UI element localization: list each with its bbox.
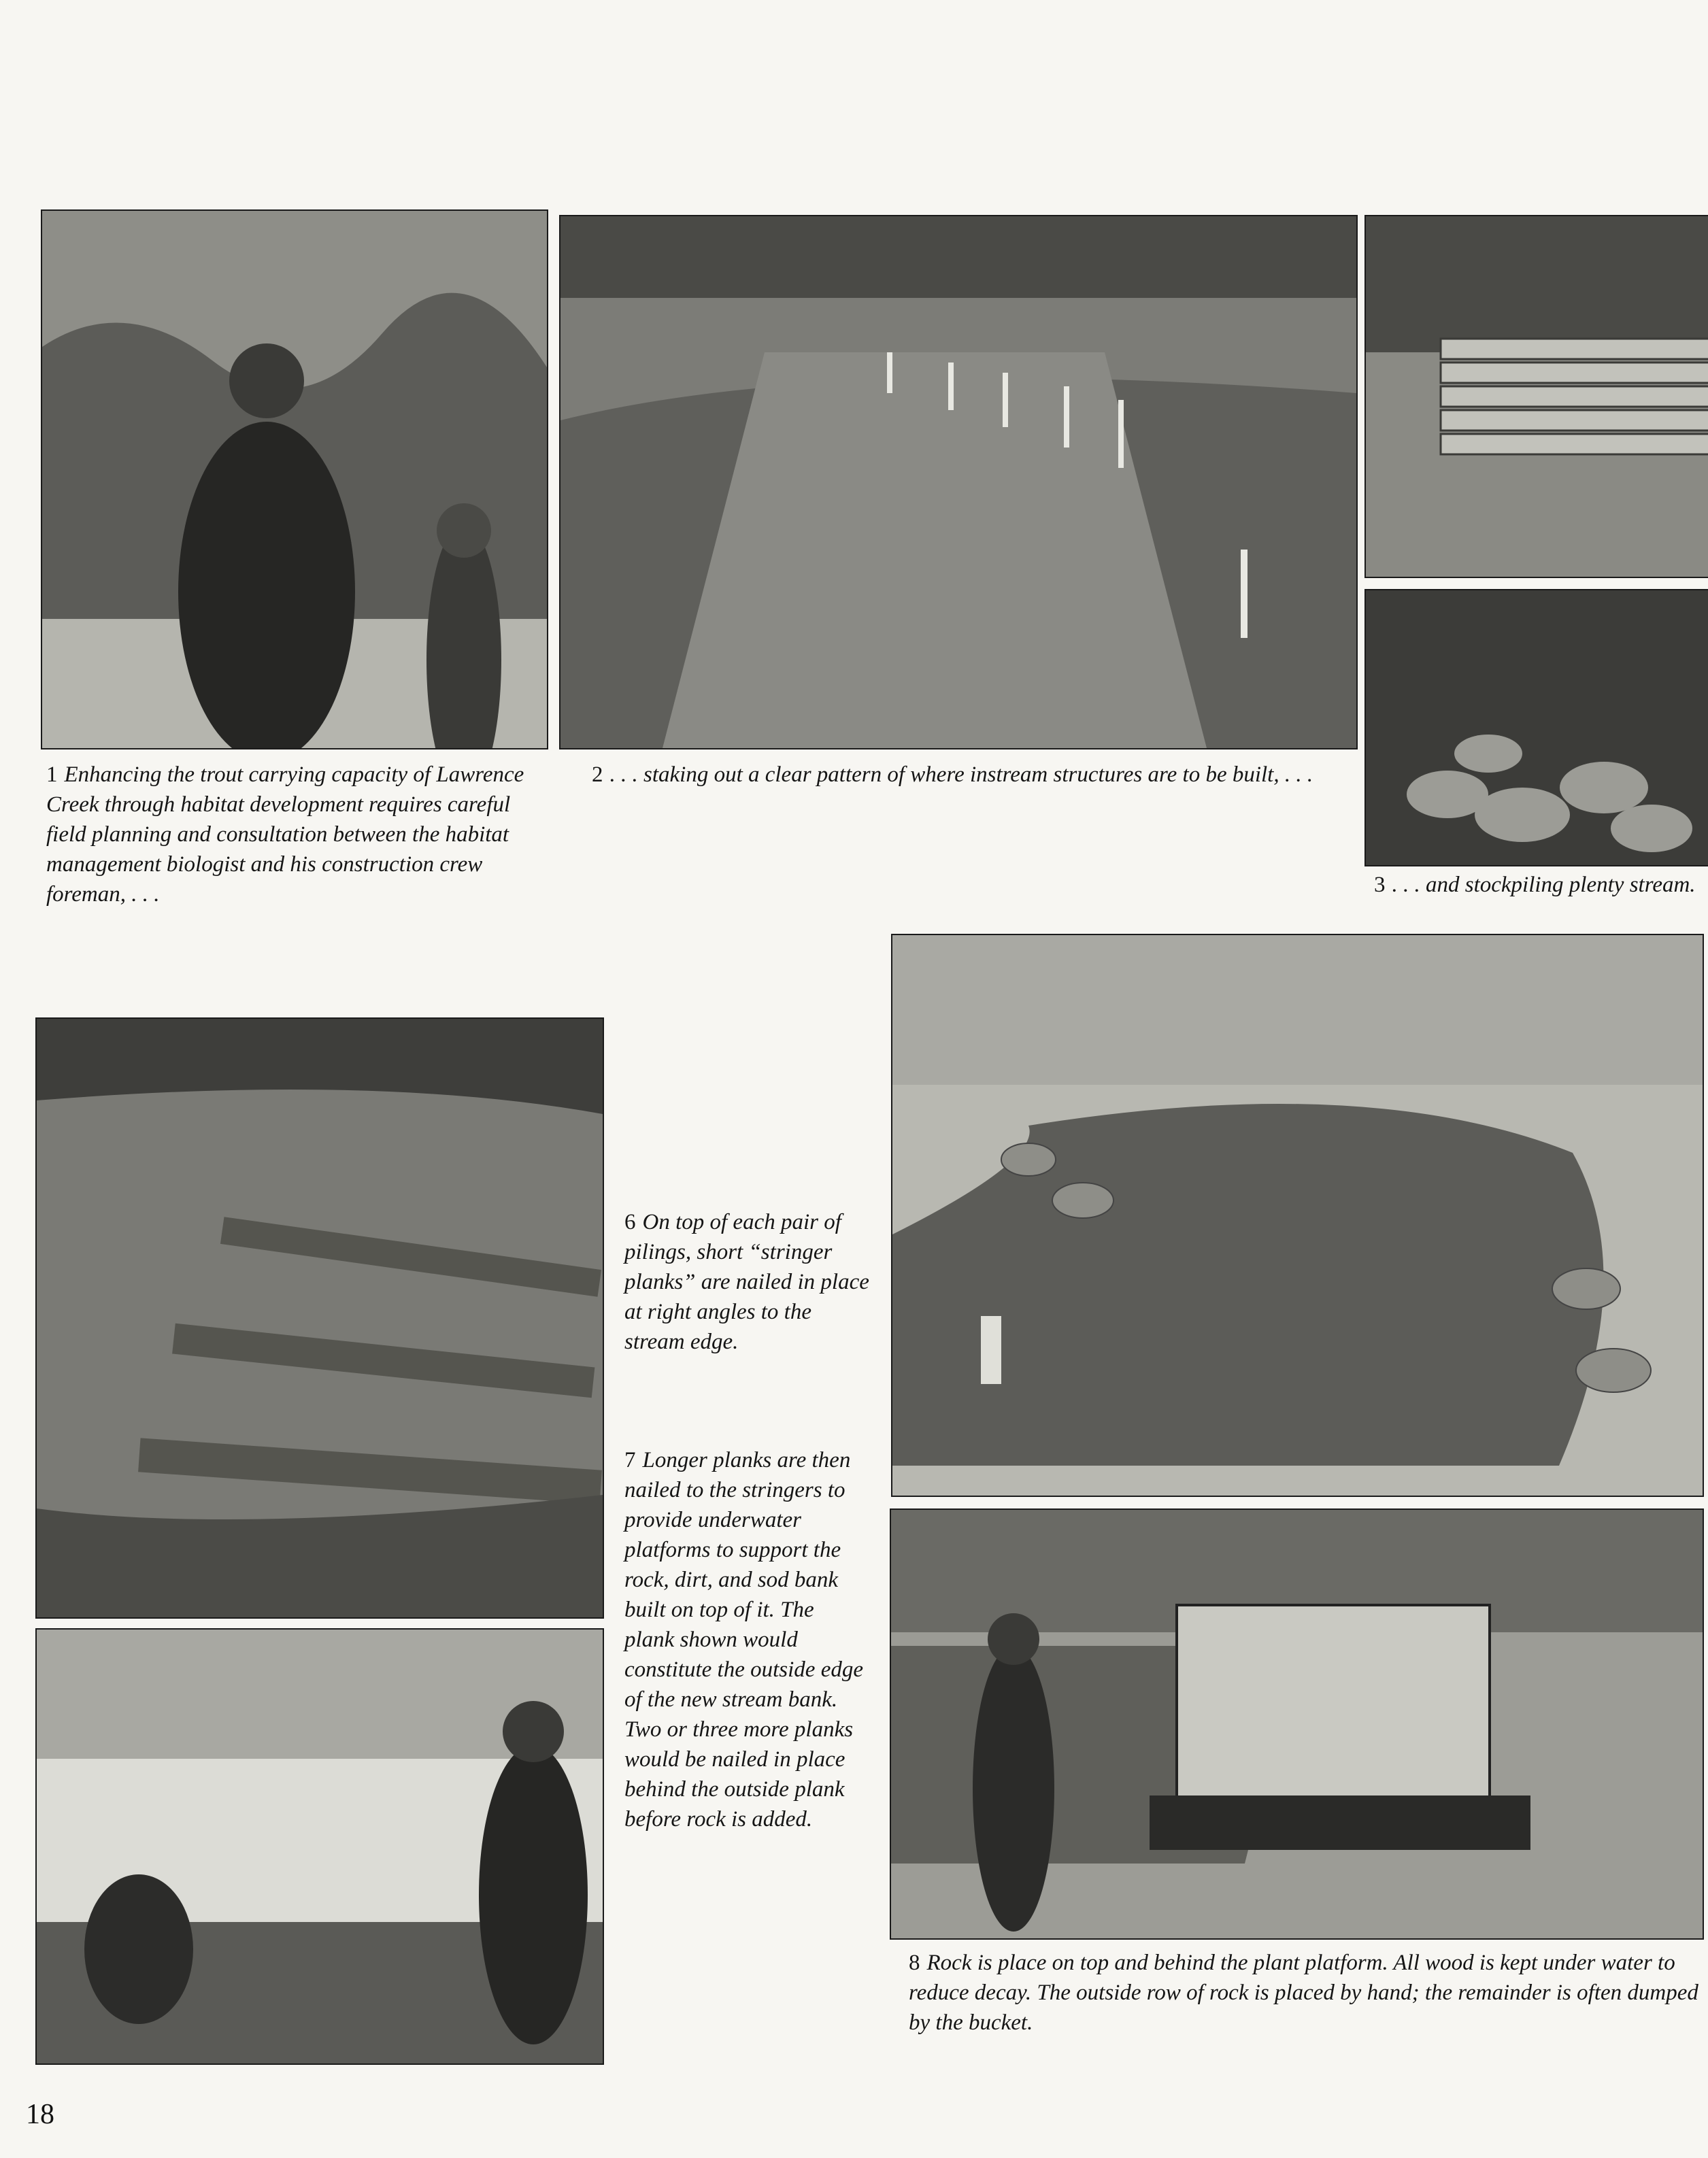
photo-staked-creek (559, 215, 1358, 749)
caption-text: Rock is place on top and behind the plant platform. All wood is kept under water to reduce decay. The outside row of rock is placed by hand; the remainder is often dumped by the bucket. (909, 1951, 1698, 2035)
caption-number: 3 (1374, 873, 1386, 897)
caption-text: . . . staking out a clear pattern of where instream structures are to be built, . . . (609, 762, 1313, 787)
caption-7 (624, 1445, 869, 1834)
photo-stringer-planks (35, 1017, 604, 1619)
photo-biologist-and-foreman (41, 209, 548, 749)
caption-2 (592, 760, 1354, 790)
caption-text: . . . and stockpiling plenty stream. (1392, 873, 1696, 897)
caption-6 (624, 1207, 869, 1357)
caption-1 (46, 760, 550, 909)
caption-number: 8 (909, 1951, 920, 1975)
photo-stockpiled-rock (1364, 589, 1708, 866)
caption-text: Longer planks are then nailed to the stringers to provide underwater platforms to support the rock, dirt, and sod bank built on top of it. The plank shown would constitute the outside edge of the new stream bank. Two or three more planks would be nailed in place behind the outside plank before rock is added. (624, 1448, 863, 1832)
photo-outside-plank (35, 1628, 604, 2065)
caption-3 (1374, 870, 1706, 900)
caption-8 (909, 1948, 1701, 2038)
caption-text: On top of each pair of pilings, short “stringer planks” are nailed in place at right angles to the stream edge. (624, 1210, 869, 1354)
caption-number: 1 (46, 762, 58, 787)
caption-number: 7 (624, 1448, 636, 1472)
photo-bulldozer-placing-rock (890, 1508, 1704, 1940)
caption-number: 2 (592, 762, 603, 787)
caption-text: Enhancing the trout carrying capacity of Lawrence Creek through habitat development requires careful field planning and consultation between the habitat management biologist and his construction crew foreman, . . . (46, 762, 524, 907)
photo-rock-lined-bend (891, 934, 1704, 1497)
photo-stacked-timber (1364, 215, 1708, 578)
caption-number: 6 (624, 1210, 636, 1234)
page-number: 18 (26, 2099, 54, 2130)
